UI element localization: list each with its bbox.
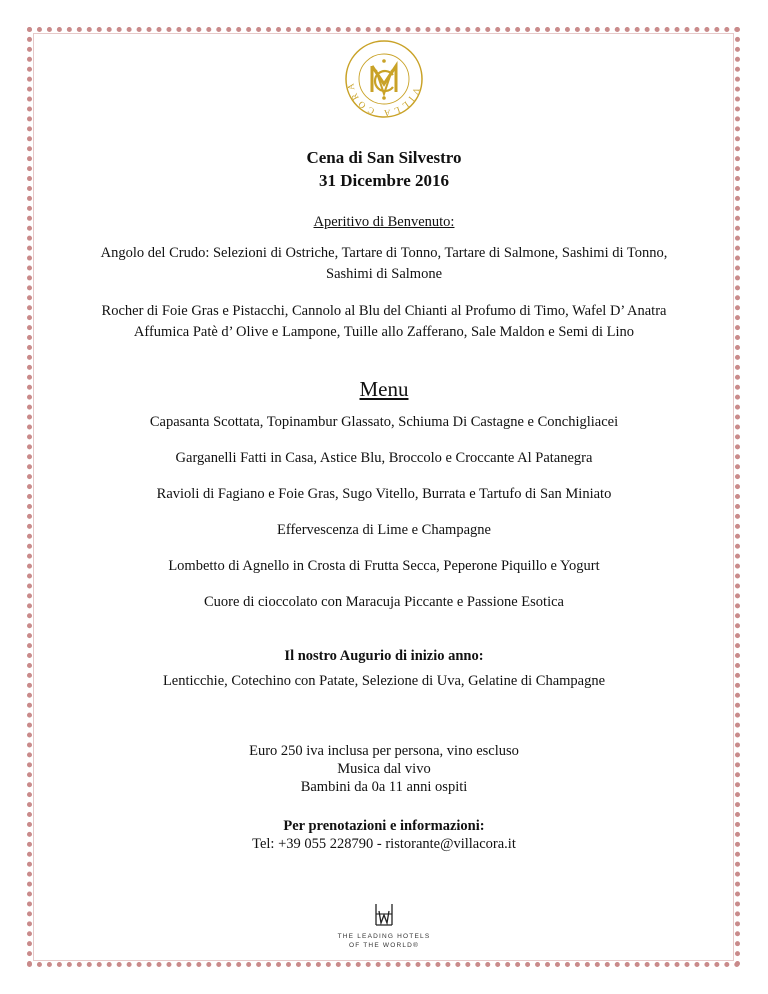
augurio-heading: Il nostro Augurio di inizio anno: [284,648,484,664]
menu-list [60,412,708,612]
booking-contact: Tel: +39 055 228790 - ristorante@villacora.it [252,836,516,852]
menu-item: Garganelli Fatti in Casa, Astice Blu, Broccolo e Croccante Al Patanegra [175,450,593,466]
aperitivo-paragraph-1-line-2: Sashimi di Salmone [326,266,442,282]
menu-item: Cuore di cioccolato con Maracuja Piccante e Passione Esotica [204,594,564,610]
menu-item: Effervescenza di Lime e Champagne [277,522,491,538]
info-block [60,742,708,796]
aperitivo-heading: Aperitivo di Benvenuto: [313,214,455,230]
menu-heading: Menu [359,377,409,401]
villa-cora-logo-icon [343,38,425,120]
aperitivo-paragraph-2-line-1: Rocher di Foie Gras e Pistacchi, Cannolo al Blu del Chianti al Profumo di Timo, Wafel D’ Anatra [101,303,667,319]
leading-hotels-logo [60,903,708,950]
aperitivo-paragraph-2-line-2: Affumica Patè d’ Olive e Lampone, Tuille allo Zafferano, Sale Maldon e Semi di Lino [133,324,635,340]
price-text: Euro 250 iva inclusa per persona, vino escluso [249,743,519,759]
aperitivo-paragraph-1-line-1: Angolo del Crudo: Selezioni di Ostriche, Tartare di Tonno, Tartare di Salmone, Sashimi di Tonno, [100,245,668,261]
menu-item: Capasanta Scottata, Topinambur Glassato, Schiuma Di Castagne e Conchigliacei [149,414,619,430]
aperitivo-paragraph-2 [60,301,708,343]
menu-item: Ravioli di Fagiano e Foie Gras, Sugo Vitello, Burrata e Tartufo di San Miniato [156,486,612,502]
lhw-line-2: OF THE WORLD® [348,942,420,949]
logo-ring-text: VILLA CORA [344,79,422,119]
aperitivo-paragraph-1 [60,243,708,285]
music-text: Musica dal vivo [337,761,431,777]
title-line-2: 31 Dicembre 2016 [319,171,449,190]
booking-heading: Per prenotazioni e informazioni: [283,818,485,834]
title-line-1: Cena di San Silvestro [306,148,462,167]
menu-document [60,38,708,950]
lhw-line-1: THE LEADING HOTELS [337,933,431,940]
lhw-monogram-icon [373,903,395,927]
menu-item: Lombetto di Agnello in Crosta di Frutta Secca, Peperone Piquillo e Yogurt [168,558,600,574]
augurio-text: Lenticchie, Cotechino con Patate, Selezione di Uva, Gelatine di Champagne [162,673,606,689]
menu-title [60,146,708,192]
children-text: Bambini da 0a 11 anni ospiti [300,779,468,795]
